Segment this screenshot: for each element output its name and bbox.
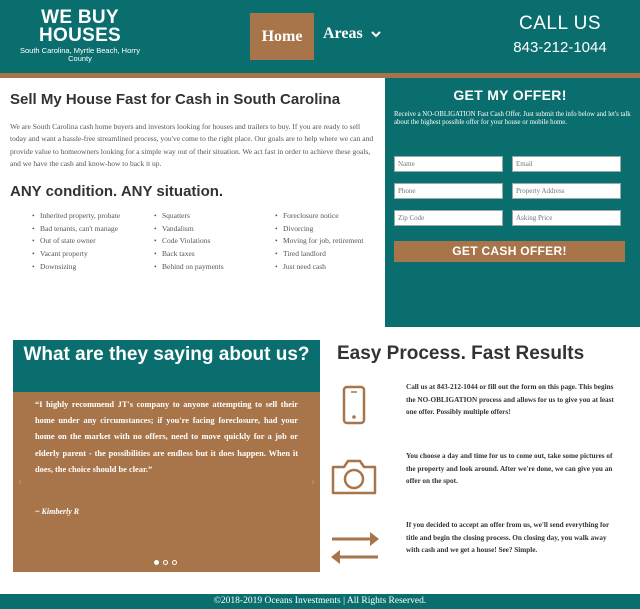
call-us-block xyxy=(496,13,624,58)
list-item: • Foreclosure notice xyxy=(275,210,375,223)
list-item: • Moving for job, retirement xyxy=(275,235,375,248)
email-input[interactable] xyxy=(512,156,621,172)
call-us-label: CALL US xyxy=(519,13,601,34)
chevron-down-icon xyxy=(370,29,382,39)
conditions-list-2 xyxy=(154,210,264,274)
carousel-next-arrow[interactable]: › xyxy=(310,475,316,488)
list-item: • Back taxes xyxy=(154,248,264,261)
name-input[interactable] xyxy=(394,156,503,172)
offer-title: GET MY OFFER! xyxy=(453,87,567,103)
conditions-list-3 xyxy=(275,210,375,274)
intro-paragraph: We are South Carolina cash home buyers and investors looking for houses and trailers to buy. If you are ready to sell today and want a hassle-free streamlined process, you've come to the right place. Our goals are to help where we can and provide value to homeowners looking for a simple way out of their situation. We act fast in order to achieve these goals, and we have the cash and know-how to back it up. xyxy=(10,122,374,168)
process-step-3: If you decided to accept an offer from us, we'll send everything for title and begin the closing process. On closing day, you walk away with cash and we get a house! See? Simple. xyxy=(406,521,610,554)
exchange-arrows-icon xyxy=(330,527,380,567)
nav-home-link[interactable]: Home xyxy=(250,13,314,60)
call-phone-link[interactable]: 843-212-1044 xyxy=(513,39,607,56)
nav-areas-label: Areas xyxy=(323,25,363,42)
camera-icon xyxy=(329,457,379,497)
list-item: • Just need cash xyxy=(275,261,375,274)
testimonial-author: ~ Kimberly R xyxy=(35,507,80,516)
list-item: • Out of state owner xyxy=(32,235,132,248)
carousel-dot[interactable] xyxy=(154,560,159,565)
list-item: • Tired landlord xyxy=(275,248,375,261)
list-item: • Vandalism xyxy=(154,223,264,236)
list-item: • Code Violations xyxy=(154,235,264,248)
list-item: • Divorcing xyxy=(275,223,375,236)
testimonial-carousel xyxy=(13,392,320,572)
offer-description: Receive a NO-OBLIGATION Fast Cash Offer. Just submit the info below and let's talk about the highest possible offer for your house or mobile home. xyxy=(394,111,631,126)
carousel-prev-arrow[interactable]: ‹ xyxy=(17,475,23,488)
list-item: • Vacant property xyxy=(32,248,132,261)
phone-input[interactable] xyxy=(394,183,503,199)
logo[interactable] xyxy=(8,9,152,63)
list-item: • Inherited property, probate xyxy=(32,210,132,223)
list-item: • Bad tenants, can't manage xyxy=(32,223,132,236)
page-title: Sell My House Fast for Cash in South Carolina xyxy=(10,91,341,108)
testimonials-title: What are they saying about us? xyxy=(13,340,320,392)
testimonial-quote: “I highly recommend JT's company to anyone attempting to sell their home under any circumstances; if you're facing foreclosure, had your home on the market with no offers, need to move quickly for a job or elderly parent - the possibilities are endless but it does happen. When it does, the choice should be clear.” xyxy=(35,400,298,474)
zip-code-input[interactable] xyxy=(394,210,503,226)
conditions-title: ANY condition. ANY situation. xyxy=(10,183,224,200)
property-address-input[interactable] xyxy=(512,183,621,199)
offer-form-panel xyxy=(385,78,640,327)
process-step-1: Call us at 843-212-1044 or fill out the form on this page. This begins the NO-OBLIGATION process and allows for us to give you at least one offer. Possibly multiple offers! xyxy=(406,383,614,416)
carousel-dot[interactable] xyxy=(172,560,177,565)
phone-icon xyxy=(340,385,368,425)
process-title: Easy Process. Fast Results xyxy=(337,343,585,364)
logo-line-1: WE BUY xyxy=(41,7,119,28)
asking-price-input[interactable] xyxy=(512,210,621,226)
carousel-dots xyxy=(154,560,177,565)
carousel-dot[interactable] xyxy=(163,560,168,565)
site-header xyxy=(0,0,640,73)
site-footer: ©2018-2019 Oceans Investments | All Rights Reserved. xyxy=(0,594,640,609)
conditions-list-1 xyxy=(32,210,132,274)
list-item: • Behind on payments xyxy=(154,261,264,274)
list-item: • Downsizing xyxy=(32,261,132,274)
nav-areas-dropdown[interactable] xyxy=(323,25,382,43)
list-item: • Squatters xyxy=(154,210,264,223)
logo-subtitle: South Carolina, Myrtle Beach, Horry County xyxy=(19,46,141,63)
process-step-2: You choose a day and time for us to come out, take some pictures of the property and look around. After we're done, we can give you an offer on the spot. xyxy=(406,452,613,485)
get-cash-offer-button[interactable]: GET CASH OFFER! xyxy=(394,241,625,262)
logo-line-2: HOUSES xyxy=(38,25,122,46)
